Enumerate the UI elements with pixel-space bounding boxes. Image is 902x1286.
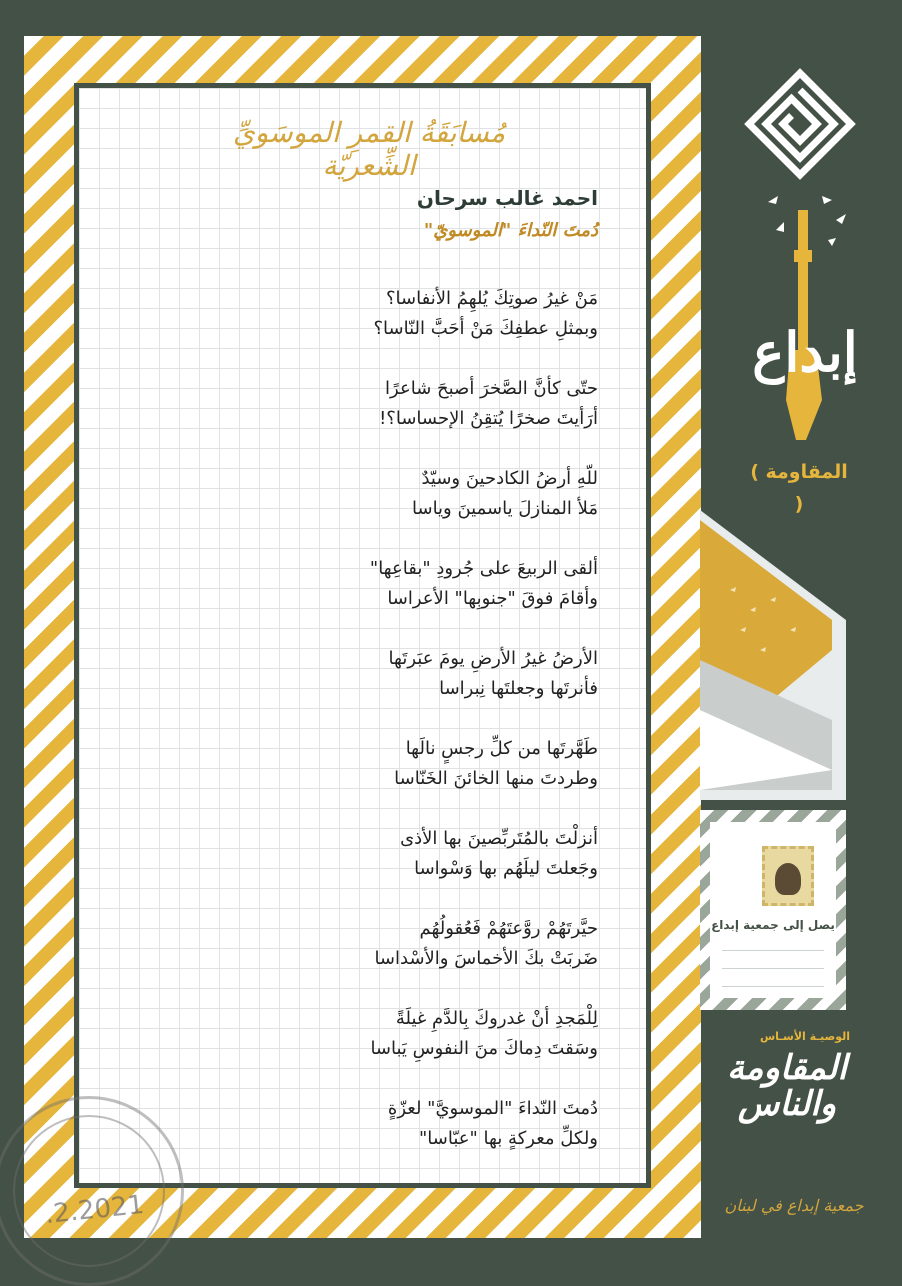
verse-line: ضَربَتْ بكَ الأخماسَ والأسْداسا [374,948,598,969]
stanza [178,914,598,974]
address-line [722,950,824,951]
address-line [722,968,824,969]
verse-line: لِلْمَجدِ أنْ غدروكَ بِالدَّمِ غيلَةً [395,1008,598,1029]
verse-line: للّهِ أرضُ الكادحينَ وسيّدٌ [421,468,598,489]
verse-line: وطردتَ منها الخائنَ الخَنّاسا [394,768,598,789]
ibdaa-rifle-logo [740,190,870,450]
poet-name: احمد غالب سرحان [416,186,598,210]
arrives-to-label: يصل إلى جمعية إبداع [711,918,835,932]
stanza [178,734,598,794]
resistance-label: ( المقاومة ) [750,461,848,515]
grid-sheet [74,83,651,1188]
address-line [722,986,824,987]
verse-line: دُمتَ النّداءَ "الموسويَّ" لعزّةٍ [387,1098,598,1119]
portrait-icon [775,863,801,895]
verse-line: وجَعلتَ ليلَهُم بها وَسْواسا [414,858,598,879]
resistance-and-people-text: المقاومة والناس [727,1048,847,1124]
verse-line: حتّى كأنَّ الصَّخرَ أصبحَ شاعرًا [385,378,598,399]
competition-title: مُسابَقَةُ القمرِ الموسَويِّ الشِّعريّة [232,116,506,182]
verse-line: مَلأ المنازلَ ياسمينَ وياسا [412,498,598,519]
letter-paper [24,36,701,1238]
stanza [178,1004,598,1064]
postmark-date: .2.2021 [43,1189,146,1231]
stanza [178,824,598,884]
verse-line: ولكلِّ معركةٍ بها "عبّاسا" [419,1128,598,1149]
verse-line: وسَقتَ دِماكَ منَ النفوسِ يَباسا [370,1038,598,1059]
postage-stamp [762,846,814,906]
association-signature: جمعية إبداع في لبنان [724,1196,864,1215]
verse-line: أنزلْتَ بالمُتَربِّصينَ بها الأذى [400,828,598,849]
stanza [178,554,598,614]
address-card [700,810,846,1010]
verse-line: وبمثلِ عطفِكَ مَنْ أحَبَّ النّاسا؟ [373,318,598,339]
poem-title: دُمتَ النّداءَ "الموسويّ" [423,220,598,241]
verse-line: طَهَّرتَها من كلِّ رجسٍ نالَها [405,738,598,759]
stanza [178,374,598,434]
verse-line: حيَّرتَهُمْ روَّعتَهُمْ فَعُقولُهُم [419,918,598,939]
ibdaa-word: إبداع [752,320,858,384]
wasiya-label: الوصيـة الأسـاس [759,1030,850,1043]
verse-line: فأنرتَها وجعلتَها نِبراسا [439,678,598,699]
address-card-inner [710,822,836,998]
verse-line: أرَأيتَ صخرًا يُتقِنُ الإحساسا؟! [379,408,598,429]
verse-line: مَنْ غيرُ صوتِكَ يُلهِمُ الأنفاسا؟ [385,288,598,309]
poem-body [178,284,598,1184]
verse-line: وأقامَ فوقَ "جنوبِها" الأعراسا [387,588,598,609]
stanza [178,284,598,344]
postmark-stamp [0,1096,184,1286]
verse-line: ألقى الربيعَ على جُرودِ "بقاعِها" [369,558,598,579]
stanza [178,1094,598,1154]
stanza [178,464,598,524]
verse-line: الأرضُ غيرُ الأرضِ يومَ عبَرتَها [388,648,598,669]
square-kufic-logo-icon [740,64,860,184]
resistance-and-people-logo [722,1048,852,1128]
envelope-icon [700,510,846,800]
stanza [178,644,598,704]
